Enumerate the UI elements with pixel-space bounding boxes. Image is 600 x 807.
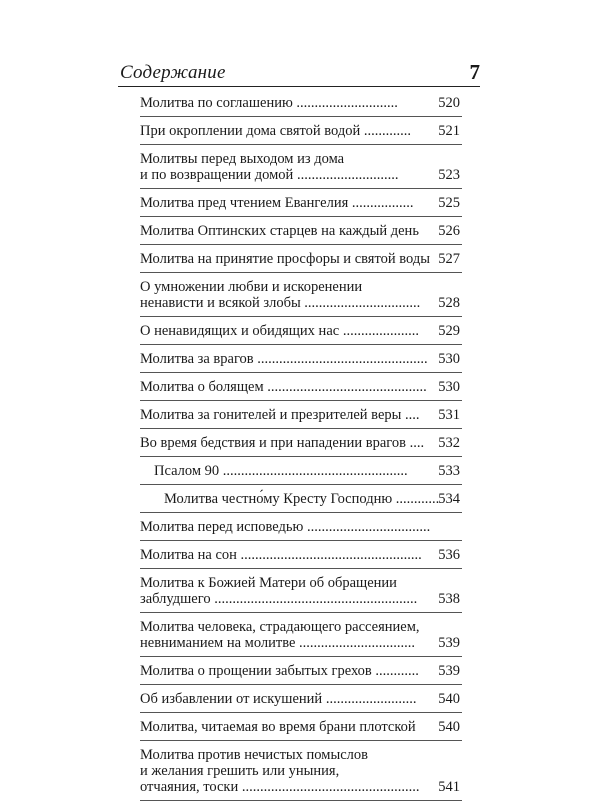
toc-entry-page: 540 bbox=[438, 719, 460, 735]
toc-entry bbox=[140, 519, 462, 541]
toc-entry-title-line: Молитва о болящем ............................................ bbox=[140, 379, 427, 395]
toc-entry-title-line: Во время бедствия и при нападении врагов .... bbox=[140, 435, 425, 451]
toc-entry bbox=[140, 575, 462, 613]
toc-entry-title-line: Молитва за гонителей и презрителей веры .... bbox=[140, 407, 420, 423]
toc-entry bbox=[140, 251, 462, 273]
toc-entry-page: 534 bbox=[438, 491, 460, 507]
toc-entry-page: 531 bbox=[438, 407, 460, 423]
toc-entry-title-line: Молитва на принятие просфоры и святой воды bbox=[140, 251, 430, 267]
toc-entry bbox=[140, 463, 462, 485]
toc-entry bbox=[140, 491, 462, 513]
toc-entry-title-line: Об избавлении от искушений ......................... bbox=[140, 691, 417, 707]
toc-entry-title-line: Молитва о прощении забытых грехов ............ bbox=[140, 663, 419, 679]
toc-entry-page: 529 bbox=[438, 323, 460, 339]
toc-entry-title-line: и желания грешить или уныния, bbox=[140, 763, 340, 779]
toc-entry bbox=[140, 407, 462, 429]
toc-entry-page: 539 bbox=[438, 663, 460, 679]
toc-entry-page: 536 bbox=[438, 547, 460, 563]
toc-entry-title-line: и по возвращении домой ............................ bbox=[140, 167, 399, 183]
toc-entry-title-line: Молитва к Божией Матери об обращении bbox=[140, 575, 397, 591]
toc-entry bbox=[140, 379, 462, 401]
toc-entry bbox=[140, 151, 462, 189]
toc-entry bbox=[140, 351, 462, 373]
toc-entry-title-line: заблудшего ........................................................ bbox=[140, 591, 418, 607]
toc-entry-page: 541 bbox=[438, 779, 460, 795]
toc-entry-page: 526 bbox=[438, 223, 460, 239]
toc-entry bbox=[140, 663, 462, 685]
toc-entry-page: 533 bbox=[438, 463, 460, 479]
toc-entry-title-line: невниманием на молитве ................................ bbox=[140, 635, 416, 651]
toc-entry bbox=[140, 195, 462, 217]
toc-entry-page: 528 bbox=[438, 295, 460, 311]
toc-entry-title-line: Молитва честно́му Кресту Господню ............ bbox=[164, 491, 440, 507]
toc-entry-title-line: Молитва пред чтением Евангелия ................. bbox=[140, 195, 414, 211]
page-number: 7 bbox=[469, 60, 480, 84]
toc-entry bbox=[140, 123, 462, 145]
toc-entry bbox=[140, 719, 462, 741]
toc-entry-page: 521 bbox=[438, 123, 460, 139]
toc-entry bbox=[140, 435, 462, 457]
toc-entry-title-line: Молитва перед исповедью .................................. bbox=[140, 519, 431, 535]
toc-entry-title-line: О умножении любви и искоренении bbox=[140, 279, 363, 295]
toc-entry bbox=[140, 619, 462, 657]
toc-entry-title-line: Молитва, читаемая во время брани плотской bbox=[140, 719, 416, 735]
toc-entry-title-line: О ненавидящих и обидящих нас ..................... bbox=[140, 323, 419, 339]
toc-entry-page: 532 bbox=[438, 435, 460, 451]
toc-entry-page: 525 bbox=[438, 195, 460, 211]
toc-entry bbox=[140, 223, 462, 245]
toc-entry-title-line: Молитва против нечистых помыслов bbox=[140, 747, 368, 763]
toc-entry bbox=[140, 547, 462, 569]
toc-entry bbox=[140, 747, 462, 801]
toc-entry-page: 523 bbox=[438, 167, 460, 183]
toc-entry-page: 538 bbox=[438, 591, 460, 607]
toc-entry-title-line: Молитва человека, страдающего рассеянием, bbox=[140, 619, 420, 635]
toc-entry bbox=[140, 279, 462, 317]
toc-entry bbox=[140, 323, 462, 345]
toc-entry-title-line: отчаяния, тоски ................................................. bbox=[140, 779, 420, 795]
toc-entry bbox=[140, 95, 462, 117]
toc-entry-title-line: Молитва за врагов ............................................... bbox=[140, 351, 428, 367]
toc-entry bbox=[140, 691, 462, 713]
toc-entry-title-line: Псалом 90 ................................................... bbox=[154, 463, 408, 479]
toc-entry-title-line: Молитва по соглашению ............................ bbox=[140, 95, 398, 111]
toc-entry-title-line: Молитвы перед выходом из дома bbox=[140, 151, 345, 167]
toc-entry-title-line: При окроплении дома святой водой ............. bbox=[140, 123, 411, 139]
toc-entry-title-line: Молитва на сон .................................................. bbox=[140, 547, 422, 563]
toc-entry-page: 530 bbox=[438, 379, 460, 395]
toc-entry-title-line: Молитва Оптинских старцев на каждый день bbox=[140, 223, 419, 239]
toc-entry-page: 539 bbox=[438, 635, 460, 651]
toc-entry-page: 520 bbox=[438, 95, 460, 111]
toc-entry-page: 540 bbox=[438, 691, 460, 707]
running-header bbox=[118, 60, 480, 87]
table-of-contents bbox=[140, 95, 462, 807]
toc-entry-title-line: ненависти и всякой злобы ................................ bbox=[140, 295, 421, 311]
section-title: Содержание bbox=[120, 62, 226, 83]
toc-entry-page: 527 bbox=[438, 251, 460, 267]
toc-entry-page: 530 bbox=[438, 351, 460, 367]
